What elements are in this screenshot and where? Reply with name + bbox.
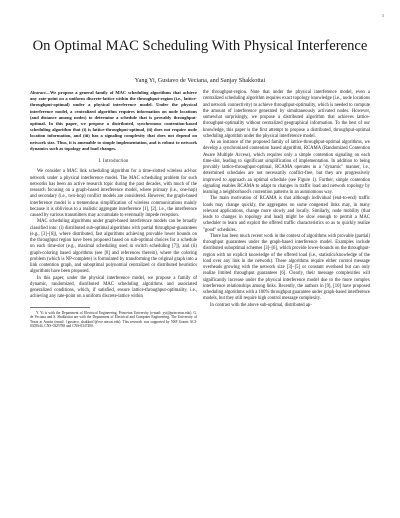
page-number: 1: [382, 13, 384, 18]
body-paragraph: We consider a MAC link scheduling algorithm for a time-slotted wireless ad-hoc network under a physical interference model. The MAC scheduling problem for such networks has been an active research topic during the past decades, with much of the research focusing on a graph-based interference model, where primary (i.e., one-hop) and secondary (i.e., two-hop) conflict models are considered. However, the graph-based interference model is a tremendous simplification of wireless communications mainly because it is oblivious to a realistic aggregate interference [1], [2], i.e., the interference caused by various transmitters may accumulate to eventually impede reception.: [30, 169, 197, 219]
body-paragraph: The main motivation of RCAMA is that although individual (end-to-end) traffic loads may change quickly, the aggregates on some congested links may, in many relevant applications, change more slowly and locally. Similarly, node mobility (that leads to changes in topology and load) might be slow enough to permit a MAC scheduler to learn and exploit the offered traffic characteristics so as to quickly realize "good" schedules.: [203, 196, 370, 233]
abstract: [30, 90, 197, 152]
body-paragraph: In contrast with the above sub-optimal, distributed ap-: [210, 302, 312, 308]
body-paragraph: In this paper, under the physical interference model, we propose a family of dynamic, randomized, distributed MAC scheduling algorithms and associated generalized conditions, which, if satisfied, ensure lattice-throughput-optimality, i.e., achieving any rate-point on a uniform discrete-lattice within: [30, 275, 197, 300]
abstract-lead: Abstract: [30, 90, 46, 95]
section-heading-introduction: I. Introduction: [98, 159, 129, 165]
author-footnote: Y. Yi is with the Department of Electrical Engineering, Princeton University (e-mail: yyi@princeton.edu). G. de Veciana and S. Shakkottai are with the Department of Electrical and Computer Engineering, The University of Texas at Austin (email: {gustavo, shakkott}@ece.utexas.edu). This research was supported by NSF Grants ACI-0305644, CNS-0325788 and CNS-0347400.: [30, 310, 197, 329]
body-paragraph: There has been much recent work in the context of algorithms with provable (partial) throughput guarantees under the graph-based interference model. Examples include distributed suboptimal schemes [3]–[6], which provide lower-bounds on the throughput-region with no explicit knowledge of the offered load (i.e., statistics/knowledge of the load over any link in the network). These algorithms require either control message overheads growing with the network size [3]–[5] or constant overhead but can only realize limited throughput guarantees [6]. Clearly, their message complexities will significantly increase under the physical interference model due to the more complex interference relationships among links. Recently, the authors in [9], [10] have proposed scheduling algorithms with a 100% throughput guarantee under graph-based interference models, but they still require high control message complexity.: [203, 233, 371, 302]
author-list: Yang Yi, Gustavo de Veciana, and Sanjay Shakkottai: [134, 77, 266, 84]
paper-title: On Optimal MAC Scheduling With Physical Interference: [32, 38, 368, 54]
abstract-body: —We propose a general family of MAC scheduling algorithms that achieve any rate-point on a uniform discrete-lattice within the throughput-region (i.e., lattice-throughput-optimal) under a physical interference model. Under the physical interference model, a centralized algorithm requires information on node locations (and distance among nodes) to determine a schedule that is provably throughput-optimal. In this paper, we propose a distributed, synchronous contention-based scheduling algorithm that (i) is lattice-throughput-optimal, (ii) does not require node location information, and (iii) has a signaling complexity that does not depend on network size. Thus, it is amenable to simple implementation, and is robust to network dynamics such as topology and load changes.: [30, 90, 197, 151]
body-paragraph: the throughput-region. Note that under the physical interference model, even a centralized scheduling algorithm requires exact topology knowledge (i.e., node locations and network connectivity) to achieve throughput-optimality, which is needed to compute the amount of interference generated by simultaneously activated nodes. However, somewhat surprisingly, we propose a distributed algorithm that achieves lattice-throughput-optimality without centralized geographical information. To the best of our knowledge, this paper is the first attempt to propose a distributed, throughput-optimal scheduling algorithm under the physical interference model.: [203, 90, 370, 139]
left-column: [30, 90, 197, 329]
body-paragraph: MAC scheduling algorithms under graph-based interference models can be broadly classified into: (i) distributed sub-optimal algorithms with partial throughput-guarantees (e.g., [3]–[6]), where distributed, fast algorithms achieving provable lower bounds on the throughput region have been proposed based on sub-optimal choices for a schedule on each time-slot (e.g., maximal scheduling used in switch scheduling [7]), and (ii) graph-coloring based algorithms (see [8] and references therein), where the coloring problem (which is NP-complete) is formulated by transforming the original graph into a link contention graph, and suboptimal polynomial centralized or distributed heuristics algorithms have been proposed.: [30, 219, 197, 275]
right-column: [203, 90, 370, 309]
footnote-rule: [30, 307, 90, 308]
body-paragraph: As an instance of the proposed family of lattice-throughput-optimal algorithms, we develop a synchronized contention based algorithm, RCAMA (Randomized Contention Aware Multiple Access), which requires only a simple contention signaling on each time-slot, leading to significant simplification of implementation. In addition to being provably lattice-throughput-optimal, RCAMA operates in a "dynamic" manner, i.e., determined schedules are not necessarily conflict-free, but they are progressively improved to approach an optimal schedule (see Figure 1). Further, simple contention signaling enables RCAMA to adapt to changes in traffic load and network topology by learning a neighborhood's contention patterns in an autonomous way.: [203, 140, 370, 195]
